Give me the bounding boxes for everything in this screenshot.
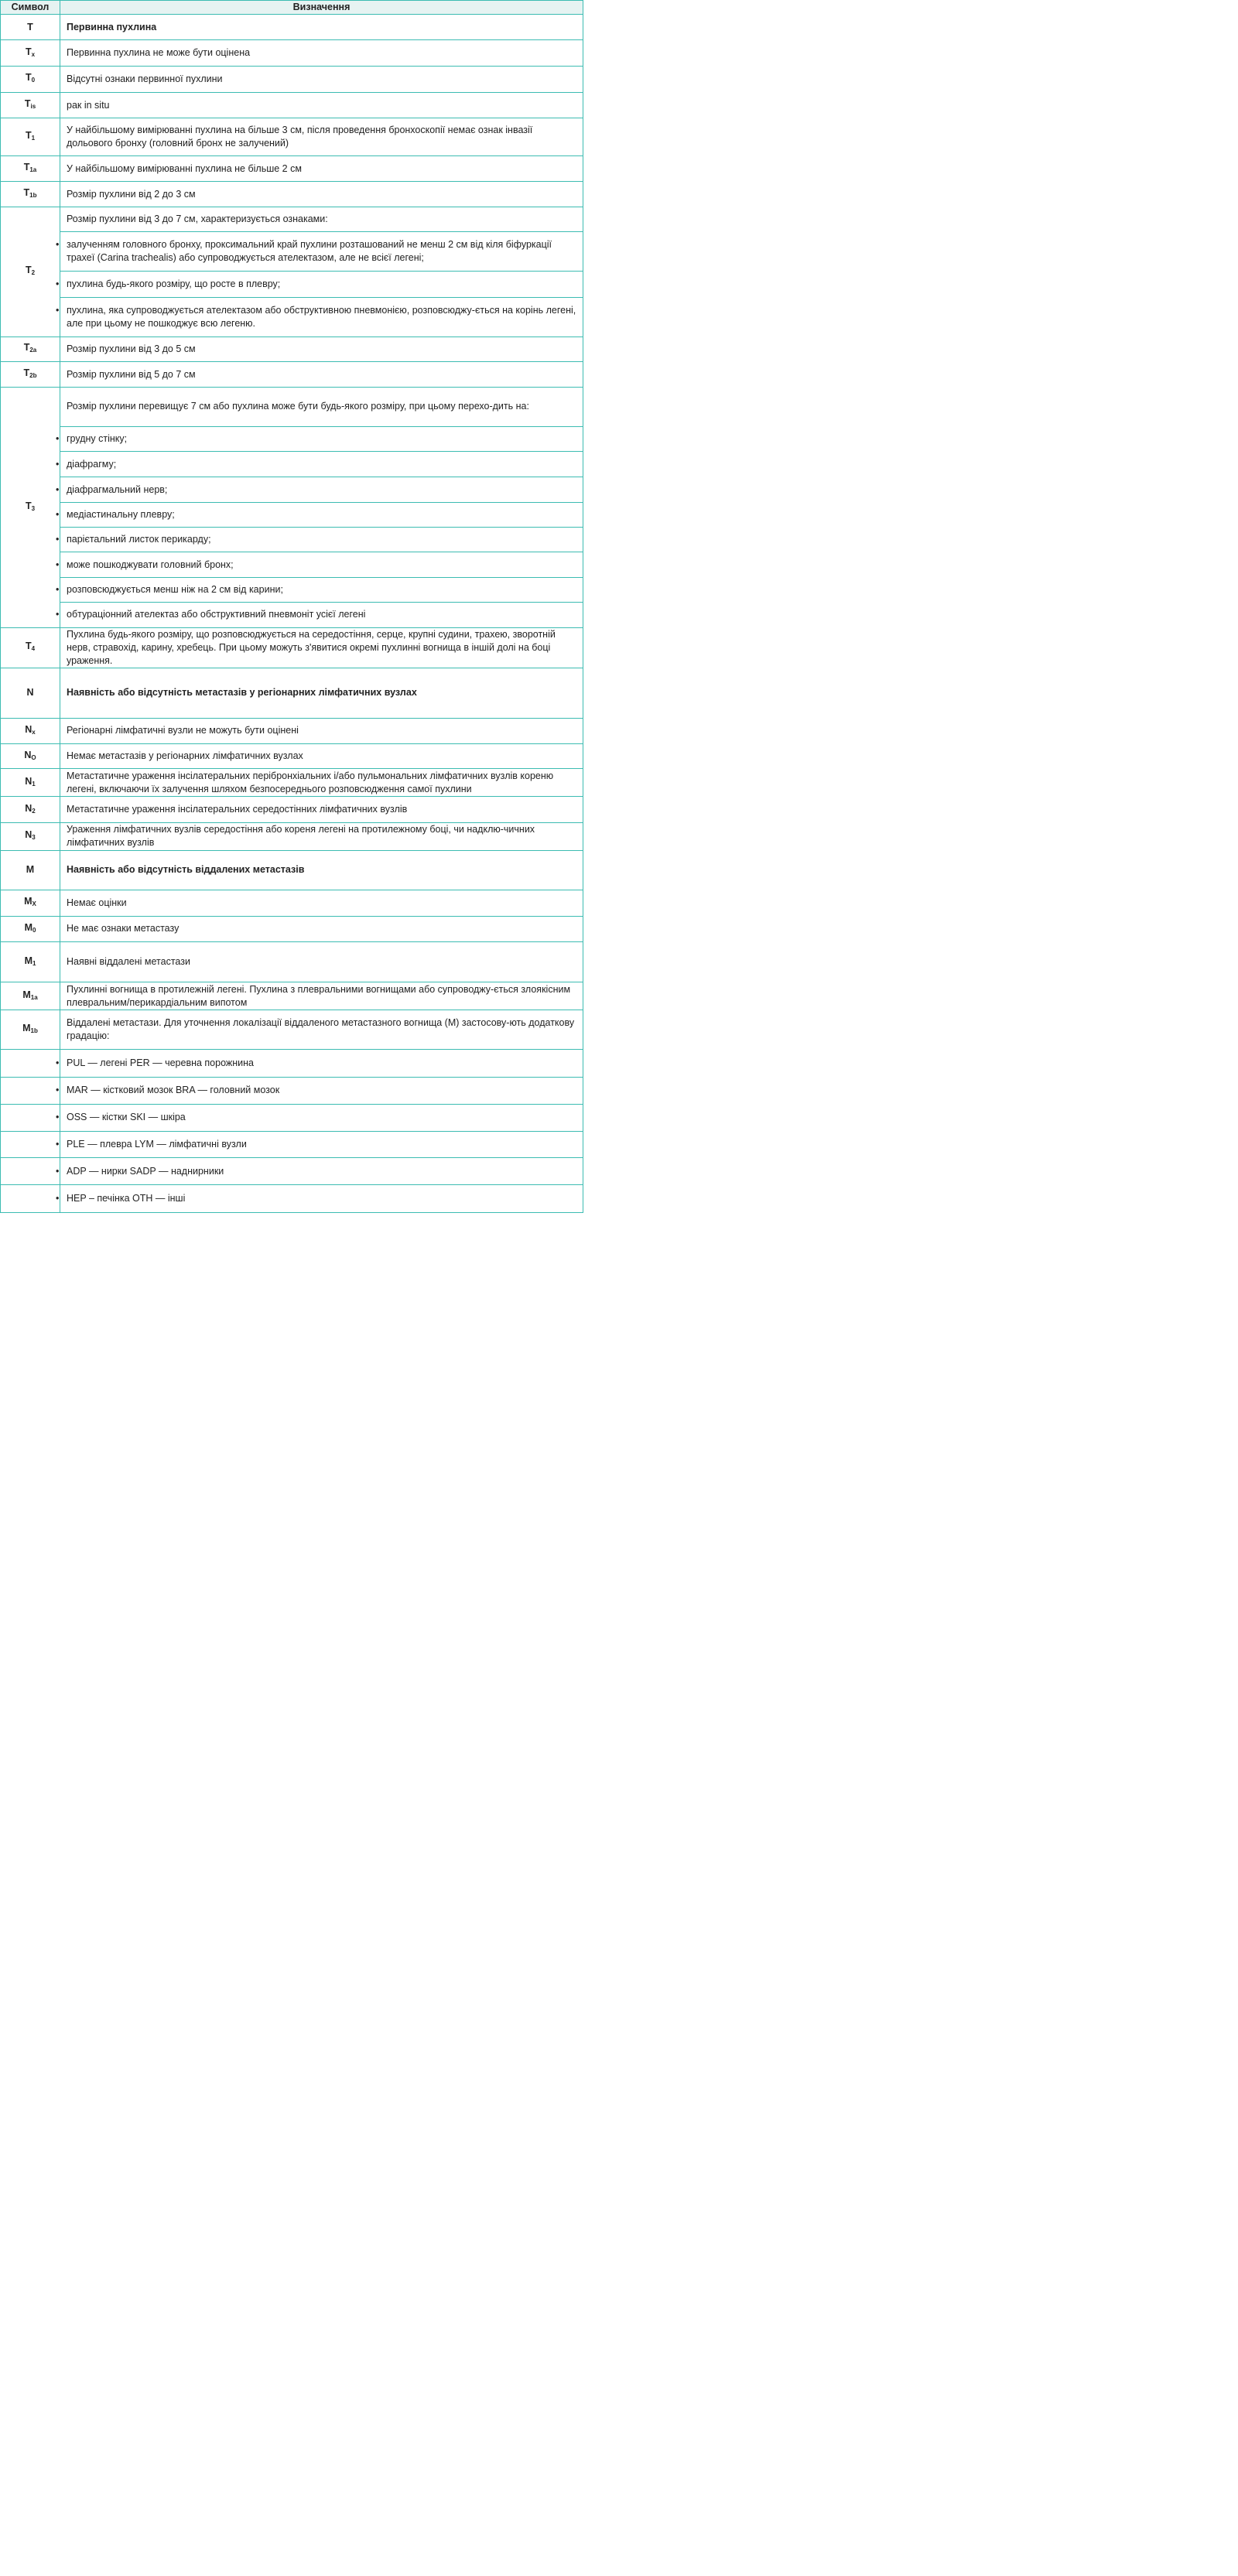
table-row	[1, 850, 583, 890]
symbol-subscript: 2a	[29, 347, 37, 354]
table-row	[1, 1185, 583, 1213]
table-row	[1, 916, 583, 941]
table-row	[1, 66, 583, 92]
symbol-subscript: 1	[31, 135, 36, 142]
list-item-text: діафрагмальний нерв;	[67, 483, 168, 495]
symbol-base: T	[27, 21, 33, 32]
table-row	[1, 297, 583, 337]
definition-list-item: • пухлина будь-якого розміру, що росте в плевру;	[60, 271, 583, 297]
list-item-text: PLE — плевра LYM — лімфатичні вузли	[67, 1138, 247, 1150]
symbol-base: N	[25, 802, 32, 814]
symbol-cell	[1, 982, 60, 1010]
symbol-cell	[1, 941, 60, 982]
definition-list-item: • парієтальний листок перикарду;	[60, 528, 583, 552]
symbol-base: T	[25, 265, 32, 276]
definition-cell: Немає метастазів у регіонарних лімфатичних вузлах	[60, 744, 583, 769]
list-item-text: діафрагму;	[67, 458, 117, 470]
definition-column-header: Визначення	[60, 1, 583, 15]
table-row	[1, 477, 583, 502]
symbol-cell	[1, 118, 60, 156]
symbol-column-header: Символ	[1, 1, 60, 15]
empty-symbol-cell	[1, 1157, 60, 1184]
symbol-cell	[1, 796, 60, 822]
symbol-cell	[1, 361, 60, 387]
list-item-text: PUL — легені PER — черевна порожнина	[67, 1057, 255, 1069]
table-row	[1, 361, 583, 387]
list-item-text: ADP — нирки SADP — наднирники	[67, 1165, 224, 1177]
symbol-base: N	[24, 749, 32, 760]
symbol-cell	[1, 718, 60, 743]
symbol-base: N	[25, 723, 32, 735]
definition-cell: Ураження лімфатичних вузлів середостіння або кореня легені на протилежному боці, чи надклю-чичних лімфатичних вузлів	[60, 823, 583, 850]
symbol-cell	[1, 850, 60, 890]
symbol-cell	[1, 823, 60, 850]
table-row	[1, 232, 583, 272]
definition-cell: Розмір пухлини від 3 до 7 см, характеризується ознаками:	[60, 207, 583, 231]
definition-list-item: • розповсюджується менш ніж на 2 см від карини;	[60, 577, 583, 602]
symbol-subscript: 1	[32, 959, 36, 967]
symbol-cell	[1, 207, 60, 337]
definition-cell: Не має ознаки метастазу	[60, 916, 583, 941]
empty-symbol-cell	[1, 1077, 60, 1104]
definition-cell: Віддалені метастази. Для уточнення локалізації віддаленого метастазного вогнища (М) застосову-ють додаткову градацію:	[60, 1010, 583, 1050]
definition-cell: Регіонарні лімфатичні вузли не можуть бути оцінені	[60, 718, 583, 743]
table-row	[1, 40, 583, 66]
symbol-subscript: 1b	[30, 1027, 38, 1035]
definition-cell: Наявні віддалені метастази	[60, 941, 583, 982]
symbol-subscript: 0	[32, 926, 36, 934]
symbol-subscript: X	[32, 900, 36, 908]
symbol-base: M	[24, 896, 32, 907]
table-row	[1, 603, 583, 627]
symbol-cell	[1, 1010, 60, 1050]
definition-list-item: • PUL — легені PER — черевна порожнина	[60, 1050, 583, 1077]
symbol-base: T	[25, 641, 32, 652]
tnm-classification-table	[0, 0, 583, 1213]
definition-cell: Метастатичне ураження інсілатеральних перібронхіальних і/або пульмональних лімфатичних вузлів кореню легені, включаючи їх залучення шляхом безпосереднього розповсюдження самої пухлини	[60, 769, 583, 796]
symbol-subscript: is	[30, 103, 36, 111]
symbol-subscript: 2	[32, 807, 36, 815]
definition-list-item: • медіастинальну плевру;	[60, 502, 583, 527]
symbol-cell	[1, 388, 60, 627]
symbol-cell	[1, 40, 60, 66]
definition-cell: Пухлинні вогнища в протилежній легені. Пухлина з плевральними вогнищами або супроводжу-ється злоякісним плевральним/перикардіальним випотом	[60, 982, 583, 1010]
table-row	[1, 388, 583, 427]
definition-cell: У найбільшому вимірюванні пухлина на більше 3 см, після проведення бронхоскопії немає ознак інвазії дольового бронху (головний бронх не залучений)	[60, 118, 583, 156]
symbol-subscript: 4	[31, 645, 36, 653]
list-item-text: може пошкоджувати головний бронх;	[67, 559, 234, 570]
table-row	[1, 155, 583, 181]
table-row	[1, 668, 583, 719]
table-row	[1, 982, 583, 1010]
definition-cell: Розмір пухлини від 5 до 7 см	[60, 361, 583, 387]
symbol-subscript: x	[31, 50, 36, 58]
symbol-base: T	[25, 72, 32, 84]
symbol-subscript: 2b	[29, 372, 37, 380]
symbol-subscript: O	[31, 753, 36, 761]
symbol-cell	[1, 627, 60, 668]
definition-list-item: • діафрагму;	[60, 452, 583, 477]
symbol-base: N	[26, 687, 34, 699]
symbol-base: N	[25, 829, 32, 841]
definition-list-item: • пухлина, яка супроводжується ателектазом або обструктивною пневмонією, розповсюджу-ється на корінь легені, але при цьому не пошкоджує всю легеню.	[60, 297, 583, 337]
symbol-subscript: 1a	[30, 993, 38, 1001]
table-row	[1, 890, 583, 916]
list-item-text: грудну стінку;	[67, 432, 128, 444]
definition-cell: Розмір пухлини від 3 до 5 см	[60, 337, 583, 361]
empty-symbol-cell	[1, 1050, 60, 1077]
empty-symbol-cell	[1, 1131, 60, 1157]
symbol-base: M	[22, 1023, 31, 1034]
definition-list-item: • залученням головного бронху, проксимальний край пухлини розташований не менш 2 см від кіля біфуркації трахеї (Carina trachealis) або супроводжується ателектазом, але не всієї легені;	[60, 232, 583, 272]
table-row	[1, 93, 583, 118]
symbol-base: T	[23, 367, 30, 379]
symbol-cell	[1, 916, 60, 941]
empty-symbol-cell	[1, 1185, 60, 1213]
list-item-text: медіастинальну плевру;	[67, 508, 175, 520]
table-row	[1, 627, 583, 668]
definition-cell: рак in situ	[60, 93, 583, 118]
symbol-cell	[1, 769, 60, 796]
list-item-text: HEP – печінка OTH — інші	[67, 1193, 186, 1204]
list-item-text: пухлина будь-якого розміру, що росте в плевру;	[67, 278, 281, 289]
table-row	[1, 182, 583, 207]
definition-cell: Первинна пухлина не може бути оцінена	[60, 40, 583, 66]
definition-list-item: • обтураціонний ателектаз або обструктивний пневмоніт усієї легені	[60, 603, 583, 627]
symbol-subscript: 1b	[29, 192, 37, 200]
table-row	[1, 1077, 583, 1104]
table-header-row	[1, 1, 583, 15]
symbol-subscript: 1	[32, 780, 36, 787]
symbol-cell	[1, 744, 60, 769]
definition-cell: Наявність або відсутність метастазів у регіонарних лімфатичних вузлах	[60, 668, 583, 719]
table-row	[1, 1157, 583, 1184]
symbol-subscript: 2	[31, 269, 36, 277]
empty-symbol-cell	[1, 1105, 60, 1131]
definition-cell: Метастатичне ураження інсілатеральних середостінних лімфатичних вузлів	[60, 796, 583, 822]
symbol-base: N	[25, 775, 32, 787]
table-row	[1, 552, 583, 577]
symbol-subscript: x	[32, 728, 36, 736]
table-row	[1, 337, 583, 361]
symbol-subscript: 3	[32, 834, 36, 842]
definition-list-item: • HEP – печінка OTH — інші	[60, 1185, 583, 1213]
definition-list-item: • діафрагмальний нерв;	[60, 477, 583, 502]
symbol-cell	[1, 668, 60, 719]
definition-cell: Немає оцінки	[60, 890, 583, 916]
table-row	[1, 528, 583, 552]
table-row	[1, 796, 583, 822]
symbol-base: M	[26, 864, 35, 876]
table-body	[1, 15, 583, 1213]
symbol-cell	[1, 182, 60, 207]
table-row	[1, 207, 583, 231]
list-item-text: обтураціонний ателектаз або обструктивний пневмоніт усієї легені	[67, 609, 366, 620]
definition-cell: Первинна пухлина	[60, 15, 583, 40]
definition-cell: Наявність або відсутність віддалених метастазів	[60, 850, 583, 890]
definition-list-item: • може пошкоджувати головний бронх;	[60, 552, 583, 577]
table-row	[1, 452, 583, 477]
symbol-base: T	[23, 162, 30, 173]
list-item-text: залученням головного бронху, проксимальний край пухлини розташований не менш 2 см від кіля біфуркації трахеї (Carina trachealis) або супроводжується ателектазом, але не всієї легені;	[67, 238, 552, 263]
symbol-cell	[1, 66, 60, 92]
table-row	[1, 577, 583, 602]
table-row	[1, 1131, 583, 1157]
list-item-text: пухлина, яка супроводжується ателектазом або обструктивною пневмонією, розповсюджу-ється на корінь легені, але при цьому не пошкоджує всю легеню.	[67, 304, 576, 329]
symbol-base: T	[23, 187, 30, 199]
table-row	[1, 1105, 583, 1131]
definition-list-item: • ADP — нирки SADP — наднирники	[60, 1157, 583, 1184]
list-item-text: парієтальний листок перикарду;	[67, 534, 211, 545]
symbol-base: M	[24, 955, 32, 966]
table-row	[1, 271, 583, 297]
definition-list-item: • MAR — кістковий мозок BRA — головний мозок	[60, 1077, 583, 1104]
definition-list-item: • PLE — плевра LYM — лімфатичні вузли	[60, 1131, 583, 1157]
definition-cell: Пухлина будь-якого розміру, що розповсюджується на середостіння, серце, крупні судини, трахею, зворотній нерв, стравохід, карину, хребець. При цьому можуть з'явитися окремі пухлинні вогнища в іншій долі на боці ураження.	[60, 627, 583, 668]
table-row	[1, 744, 583, 769]
table-row	[1, 1050, 583, 1077]
table-row	[1, 502, 583, 527]
list-item-text: OSS — кістки SKI — шкіра	[67, 1112, 186, 1123]
definition-cell: Відсутні ознаки первинної пухлини	[60, 66, 583, 92]
symbol-cell	[1, 93, 60, 118]
table-row	[1, 769, 583, 796]
list-item-text: MAR — кістковий мозок BRA — головний мозок	[67, 1085, 280, 1096]
symbol-subscript: 3	[31, 504, 36, 512]
symbol-cell	[1, 15, 60, 40]
symbol-cell	[1, 337, 60, 361]
list-item-text: розповсюджується менш ніж на 2 см від карини;	[67, 584, 283, 595]
definition-list-item: • грудну стінку;	[60, 426, 583, 451]
table-row	[1, 426, 583, 451]
table-row	[1, 718, 583, 743]
symbol-subscript: 0	[31, 77, 36, 84]
table-row	[1, 15, 583, 40]
symbol-base: T	[25, 130, 32, 142]
symbol-base: T	[23, 342, 30, 354]
table-row	[1, 118, 583, 156]
symbol-cell	[1, 890, 60, 916]
definition-cell: Розмір пухлини від 2 до 3 см	[60, 182, 583, 207]
table-row	[1, 1010, 583, 1050]
definition-cell: У найбільшому вимірюванні пухлина не більше 2 см	[60, 155, 583, 181]
table-row	[1, 941, 583, 982]
symbol-base: M	[22, 989, 31, 1000]
symbol-base: T	[25, 500, 32, 511]
definition-cell: Розмір пухлини перевищує 7 см або пухлина може бути будь-якого розміру, при цьому перехо-дить на:	[60, 388, 583, 427]
symbol-base: T	[25, 46, 32, 57]
symbol-cell	[1, 155, 60, 181]
symbol-base: T	[24, 98, 31, 110]
symbol-subscript: 1a	[29, 166, 37, 174]
symbol-base: M	[24, 921, 32, 933]
definition-list-item: • OSS — кістки SKI — шкіра	[60, 1105, 583, 1131]
table-row	[1, 823, 583, 850]
